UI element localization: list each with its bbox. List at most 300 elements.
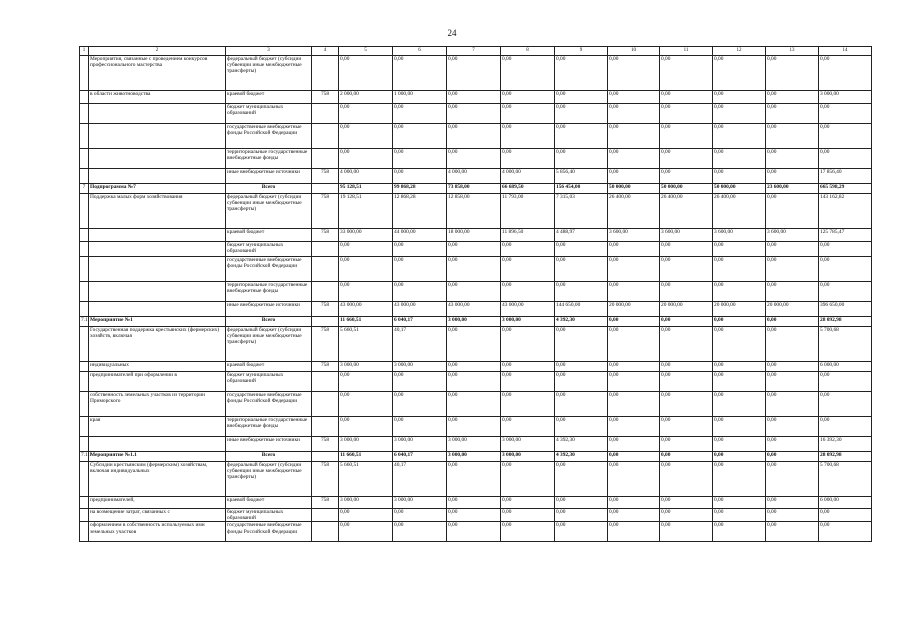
value-cell: 0,00 (501, 282, 555, 302)
value-cell: 0,00 (501, 462, 555, 497)
row-number-cell (80, 229, 89, 242)
funding-source-cell: территориальные государственные внебюджетные фонды (226, 417, 312, 437)
value-cell: 0,00 (608, 317, 660, 327)
value-cell: 43 000,00 (339, 302, 393, 317)
value-cell: 66 689,50 (501, 184, 555, 194)
value-cell: 0,00 (766, 417, 819, 437)
value-cell: 0,00 (393, 257, 447, 282)
table-row (80, 169, 872, 184)
value-cell: 156 454,00 (555, 184, 608, 194)
value-cell: 0,00 (555, 327, 608, 362)
code-cell: 758 (312, 169, 339, 184)
column-header: 1 (80, 47, 89, 56)
code-cell (312, 184, 339, 194)
value-cell: 5 700,68 (819, 327, 872, 362)
column-header: 10 (608, 47, 660, 56)
table-row (80, 184, 872, 194)
value-cell: 0,00 (447, 522, 501, 542)
value-cell: 0,00 (339, 149, 393, 169)
row-title-cell (89, 242, 226, 257)
row-number-cell (80, 437, 89, 452)
value-cell: 0,00 (608, 497, 660, 509)
value-cell: 17 856,40 (819, 169, 872, 184)
value-cell: 0,00 (393, 522, 447, 542)
value-cell: 0,00 (660, 282, 713, 302)
value-cell: 0,00 (339, 372, 393, 392)
table-row (80, 437, 872, 452)
value-cell: 0,00 (608, 372, 660, 392)
row-number-cell (80, 417, 89, 437)
value-cell: 0,00 (393, 282, 447, 302)
value-cell: 0,00 (339, 509, 393, 522)
value-cell: 0,00 (608, 104, 660, 124)
value-cell: 0,00 (819, 242, 872, 257)
value-cell: 0,00 (713, 362, 766, 372)
value-cell: 0,00 (713, 91, 766, 104)
value-cell: 0,00 (447, 91, 501, 104)
value-cell: 5 856,40 (555, 169, 608, 184)
value-cell: 0,00 (660, 497, 713, 509)
table-row (80, 149, 872, 169)
funding-source-cell: краевой бюджет (226, 497, 312, 509)
value-cell: 0,00 (713, 317, 766, 327)
value-cell: 19 128,51 (339, 194, 393, 229)
code-cell (312, 392, 339, 417)
code-cell: 758 (312, 497, 339, 509)
value-cell: 4 000,00 (501, 169, 555, 184)
value-cell: 143 162,82 (819, 194, 872, 229)
value-cell: 43 000,00 (447, 302, 501, 317)
value-cell: 0,00 (766, 104, 819, 124)
row-title-cell: Мероприятие №1.1 (89, 452, 226, 462)
code-cell: 758 (312, 302, 339, 317)
value-cell: 20 000,00 (713, 302, 766, 317)
value-cell: 33 000,00 (339, 229, 393, 242)
value-cell: 11 896,50 (501, 229, 555, 242)
value-cell: 20 000,00 (660, 302, 713, 317)
value-cell: 0,00 (660, 372, 713, 392)
value-cell: 0,00 (660, 124, 713, 149)
row-title-cell: Мероприятие №1 (89, 317, 226, 327)
value-cell: 28 092,98 (819, 452, 872, 462)
value-cell: 3 000,00 (339, 437, 393, 452)
value-cell: 0,00 (555, 104, 608, 124)
value-cell: 1 000,00 (393, 91, 447, 104)
table-row (80, 229, 872, 242)
table-row (80, 302, 872, 317)
value-cell: 0,00 (393, 104, 447, 124)
value-cell: 0,00 (393, 372, 447, 392)
table-row (80, 257, 872, 282)
value-cell: 0,00 (555, 509, 608, 522)
value-cell: 11 660,51 (339, 317, 393, 327)
funding-source-cell: федеральный бюджет (субсидии субвенции иные межбюджетные трансферты) (226, 462, 312, 497)
table-body (80, 56, 872, 542)
value-cell: 43 000,00 (501, 302, 555, 317)
value-cell: 0,00 (447, 509, 501, 522)
value-cell: 0,00 (713, 149, 766, 169)
value-cell: 0,00 (608, 462, 660, 497)
value-cell: 0,00 (766, 91, 819, 104)
value-cell: 73 858,00 (447, 184, 501, 194)
row-number-cell (80, 149, 89, 169)
table-row (80, 56, 872, 91)
row-title-cell: оформлением в собственность используемых ими земельных участков (89, 522, 226, 542)
value-cell: 0,00 (339, 257, 393, 282)
value-cell: 6 040,17 (393, 452, 447, 462)
code-cell (312, 56, 339, 91)
value-cell: 0,00 (766, 56, 819, 91)
column-header: 6 (393, 47, 447, 56)
value-cell: 0,00 (339, 56, 393, 91)
value-cell: 26 400,00 (660, 194, 713, 229)
value-cell: 0,00 (501, 509, 555, 522)
value-cell: 396 650,00 (819, 302, 872, 317)
row-title-cell: собственность земельных участков из территории Приморского (89, 392, 226, 417)
value-cell: 0,00 (713, 169, 766, 184)
value-cell: 665 598,29 (819, 184, 872, 194)
code-cell (312, 509, 339, 522)
value-cell: 0,00 (608, 437, 660, 452)
row-number-cell (80, 104, 89, 124)
value-cell: 0,00 (819, 282, 872, 302)
funding-source-cell: бюджет муниципальных образований (226, 104, 312, 124)
value-cell: 26 400,00 (608, 194, 660, 229)
value-cell: 0,00 (766, 194, 819, 229)
value-cell: 0,00 (660, 362, 713, 372)
value-cell: 0,00 (555, 497, 608, 509)
value-cell: 0,00 (393, 56, 447, 91)
value-cell: 0,00 (713, 509, 766, 522)
value-cell: 0,00 (447, 327, 501, 362)
row-number-cell (80, 169, 89, 184)
value-cell: 0,00 (447, 104, 501, 124)
value-cell: 0,00 (555, 149, 608, 169)
value-cell: 0,00 (339, 522, 393, 542)
row-title-cell (89, 104, 226, 124)
value-cell: 0,00 (608, 417, 660, 437)
table-row (80, 362, 872, 372)
value-cell: 0,00 (555, 392, 608, 417)
code-cell (312, 417, 339, 437)
value-cell: 0,00 (819, 417, 872, 437)
value-cell: 2 000,00 (339, 91, 393, 104)
value-cell: 0,00 (393, 392, 447, 417)
row-title-cell: на возмещение затрат, связанных с (89, 509, 226, 522)
row-number-cell (80, 362, 89, 372)
value-cell: 0,00 (501, 417, 555, 437)
value-cell: 0,00 (608, 509, 660, 522)
value-cell: 0,00 (713, 392, 766, 417)
value-cell: 0,00 (660, 509, 713, 522)
value-cell: 0,00 (393, 149, 447, 169)
code-cell: 758 (312, 362, 339, 372)
value-cell: 0,00 (447, 497, 501, 509)
table-row (80, 452, 872, 462)
value-cell: 0,00 (713, 327, 766, 362)
table-row (80, 194, 872, 229)
value-cell: 0,00 (713, 522, 766, 542)
table-row (80, 104, 872, 124)
value-cell: 0,00 (501, 372, 555, 392)
value-cell: 0,00 (819, 104, 872, 124)
row-number-cell (80, 372, 89, 392)
table-row (80, 462, 872, 497)
value-cell: 0,00 (819, 149, 872, 169)
code-cell (312, 124, 339, 149)
value-cell: 0,00 (501, 149, 555, 169)
value-cell: 0,00 (660, 437, 713, 452)
table-row (80, 327, 872, 362)
table-row (80, 509, 872, 522)
value-cell: 0,00 (608, 362, 660, 372)
value-cell: 0,00 (660, 56, 713, 91)
value-cell: 0,00 (766, 462, 819, 497)
row-number-cell: 7.1.1 (80, 452, 89, 462)
table-row (80, 372, 872, 392)
value-cell: 99 868,28 (393, 184, 447, 194)
value-cell: 23 600,00 (766, 184, 819, 194)
value-cell: 0,00 (447, 372, 501, 392)
table-row (80, 317, 872, 327)
value-cell: 40,17 (393, 462, 447, 497)
value-cell: 0,00 (501, 392, 555, 417)
value-cell: 3 000,00 (501, 437, 555, 452)
row-title-cell: Мероприятия, связанные с проведением конкурсов профессионального мастерства (89, 56, 226, 91)
funding-source-cell: Всего (226, 184, 312, 194)
column-header: 3 (226, 47, 312, 56)
value-cell: 0,00 (713, 452, 766, 462)
value-cell: 0,00 (713, 372, 766, 392)
value-cell: 0,00 (608, 169, 660, 184)
table-row (80, 392, 872, 417)
funding-source-cell: Всего (226, 452, 312, 462)
value-cell: 0,00 (713, 56, 766, 91)
value-cell: 0,00 (766, 362, 819, 372)
value-cell: 3 000,00 (393, 362, 447, 372)
row-number-cell (80, 282, 89, 302)
value-cell: 20 000,00 (608, 302, 660, 317)
value-cell: 0,00 (713, 282, 766, 302)
value-cell: 0,00 (393, 242, 447, 257)
row-title-cell (89, 124, 226, 149)
value-cell: 0,00 (501, 56, 555, 91)
value-cell: 0,00 (660, 452, 713, 462)
value-cell: 0,00 (447, 56, 501, 91)
row-number-cell (80, 302, 89, 317)
value-cell: 0,00 (819, 257, 872, 282)
value-cell: 125 785,47 (819, 229, 872, 242)
value-cell: 0,00 (393, 509, 447, 522)
value-cell: 0,00 (660, 149, 713, 169)
value-cell: 3 000,00 (393, 437, 447, 452)
value-cell: 0,00 (501, 124, 555, 149)
funding-source-cell: бюджет муниципальных образований (226, 372, 312, 392)
value-cell: 0,00 (713, 242, 766, 257)
row-title-cell: предпринимателей, (89, 497, 226, 509)
value-cell: 3 000,00 (447, 317, 501, 327)
value-cell: 5 700,68 (819, 462, 872, 497)
value-cell: 0,00 (339, 282, 393, 302)
column-header: 11 (660, 47, 713, 56)
value-cell: 0,00 (501, 327, 555, 362)
code-cell (312, 317, 339, 327)
value-cell: 0,00 (819, 392, 872, 417)
funding-source-cell: иные внебюджетные источники (226, 302, 312, 317)
value-cell: 12 868,28 (393, 194, 447, 229)
funding-source-cell: государственные внебюджетные фонды Российской Федерации (226, 124, 312, 149)
value-cell: 3 600,00 (660, 229, 713, 242)
value-cell: 0,00 (393, 169, 447, 184)
value-cell: 0,00 (555, 417, 608, 437)
code-cell (312, 372, 339, 392)
funding-source-cell: федеральный бюджет (субсидии субвенции иные межбюджетные трансферты) (226, 327, 312, 362)
value-cell: 28 092,98 (819, 317, 872, 327)
row-title-cell: предпринимателей при оформлении в (89, 372, 226, 392)
value-cell: 0,00 (555, 462, 608, 497)
value-cell: 0,00 (608, 257, 660, 282)
value-cell: 3 000,00 (339, 497, 393, 509)
value-cell: 0,00 (660, 462, 713, 497)
row-title-cell (89, 437, 226, 452)
value-cell: 0,00 (819, 124, 872, 149)
value-cell: 0,00 (766, 509, 819, 522)
value-cell: 0,00 (819, 372, 872, 392)
row-title-cell (89, 149, 226, 169)
value-cell: 4 000,00 (447, 169, 501, 184)
value-cell: 0,00 (766, 392, 819, 417)
value-cell: 5 660,51 (339, 327, 393, 362)
value-cell: 16 392,30 (819, 437, 872, 452)
code-cell: 758 (312, 327, 339, 362)
value-cell: 43 000,00 (393, 302, 447, 317)
value-cell: 0,00 (819, 522, 872, 542)
value-cell: 0,00 (339, 124, 393, 149)
value-cell: 0,00 (766, 327, 819, 362)
value-cell: 4 000,00 (339, 169, 393, 184)
value-cell: 44 000,00 (393, 229, 447, 242)
value-cell: 18 000,00 (447, 229, 501, 242)
value-cell: 95 128,51 (339, 184, 393, 194)
value-cell: 0,00 (766, 437, 819, 452)
value-cell: 0,00 (766, 372, 819, 392)
row-number-cell (80, 242, 89, 257)
value-cell: 0,00 (766, 242, 819, 257)
value-cell: 0,00 (555, 242, 608, 257)
value-cell: 0,00 (447, 124, 501, 149)
value-cell: 0,00 (555, 257, 608, 282)
funding-source-cell: Всего (226, 317, 312, 327)
row-title-cell: Государственная поддержка крестьянских (фермерских) хозяйств, включая (89, 327, 226, 362)
value-cell: 0,00 (713, 257, 766, 282)
value-cell: 0,00 (555, 522, 608, 542)
value-cell: 0,00 (608, 392, 660, 417)
table-row (80, 282, 872, 302)
value-cell: 50 000,00 (660, 184, 713, 194)
value-cell: 0,00 (447, 417, 501, 437)
value-cell: 3 000,00 (501, 452, 555, 462)
column-header: 9 (555, 47, 608, 56)
value-cell: 5 660,51 (339, 462, 393, 497)
code-cell (312, 104, 339, 124)
value-cell: 0,00 (393, 417, 447, 437)
value-cell: 0,00 (819, 509, 872, 522)
funding-source-cell: государственные внебюджетные фонды Российской Федерации (226, 392, 312, 417)
code-cell (312, 522, 339, 542)
value-cell: 0,00 (660, 169, 713, 184)
value-cell: 0,00 (766, 497, 819, 509)
value-cell: 0,00 (447, 282, 501, 302)
value-cell: 0,00 (447, 462, 501, 497)
value-cell: 0,00 (608, 56, 660, 91)
page-number: 24 (447, 28, 457, 38)
value-cell: 20 000,00 (766, 302, 819, 317)
value-cell: 7 315,03 (555, 194, 608, 229)
value-cell: 3 600,00 (713, 229, 766, 242)
funding-source-cell: иные внебюджетные источники (226, 437, 312, 452)
row-number-cell (80, 522, 89, 542)
value-cell: 0,00 (555, 362, 608, 372)
value-cell: 6 000,00 (819, 362, 872, 372)
row-number-cell (80, 327, 89, 362)
row-number-cell (80, 124, 89, 149)
value-cell: 26 400,00 (713, 194, 766, 229)
value-cell: 3 000,00 (447, 452, 501, 462)
value-cell: 0,00 (660, 91, 713, 104)
table-row (80, 522, 872, 542)
value-cell: 3 000,00 (393, 497, 447, 509)
row-number-cell (80, 497, 89, 509)
column-header: 5 (339, 47, 393, 56)
row-title-cell: Подпрограмма №7 (89, 184, 226, 194)
value-cell: 3 000,00 (819, 91, 872, 104)
value-cell: 0,00 (501, 522, 555, 542)
code-cell: 758 (312, 462, 339, 497)
value-cell: 4 392,30 (555, 317, 608, 327)
value-cell: 0,00 (501, 362, 555, 372)
value-cell: 0,00 (660, 257, 713, 282)
value-cell: 0,00 (447, 257, 501, 282)
value-cell: 0,00 (713, 417, 766, 437)
value-cell: 6 040,17 (393, 317, 447, 327)
value-cell: 0,00 (555, 91, 608, 104)
row-number-cell (80, 194, 89, 229)
value-cell: 0,00 (713, 462, 766, 497)
funding-source-cell: территориальные государственные внебюджетные фонды (226, 149, 312, 169)
value-cell: 0,00 (447, 242, 501, 257)
value-cell: 0,00 (660, 392, 713, 417)
value-cell: 0,00 (501, 257, 555, 282)
value-cell: 0,00 (660, 327, 713, 362)
value-cell: 3 000,00 (447, 437, 501, 452)
value-cell: 0,00 (393, 124, 447, 149)
value-cell: 0,00 (501, 104, 555, 124)
table-row (80, 497, 872, 509)
column-header: 13 (766, 47, 819, 56)
code-cell (312, 149, 339, 169)
row-number-cell (80, 462, 89, 497)
funding-source-cell: федеральный бюджет (субсидии субвенции иные межбюджетные трансферты) (226, 194, 312, 229)
row-title-cell: в области животноводства (89, 91, 226, 104)
value-cell: 11 660,51 (339, 452, 393, 462)
value-cell: 40,17 (393, 327, 447, 362)
value-cell: 11 793,00 (501, 194, 555, 229)
funding-source-cell: федеральный бюджет (субсидии субвенции иные межбюджетные трансферты) (226, 56, 312, 91)
row-number-cell: 7 (80, 184, 89, 194)
table-row (80, 242, 872, 257)
value-cell: 0,00 (766, 522, 819, 542)
value-cell: 0,00 (766, 149, 819, 169)
